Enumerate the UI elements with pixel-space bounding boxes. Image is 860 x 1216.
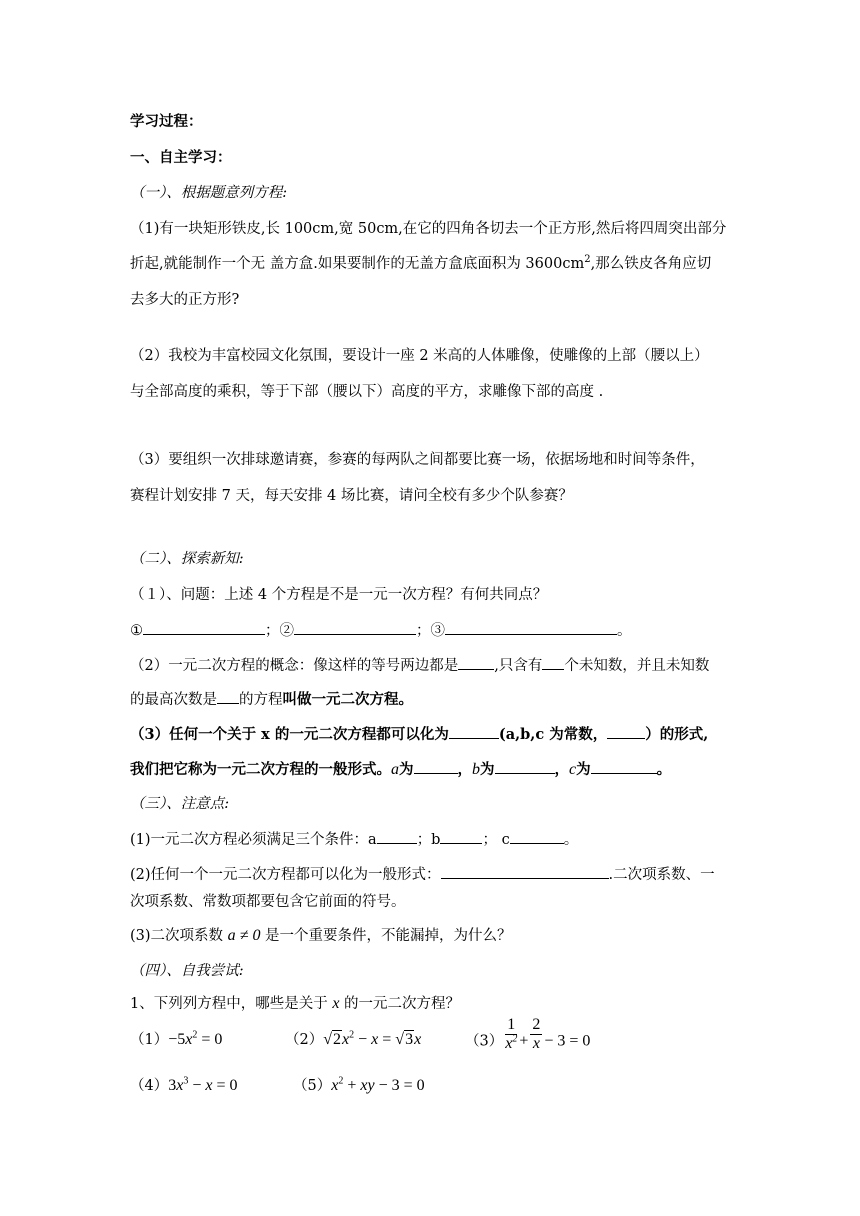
sub2-q2-line2: 的最高次数是 的方程叫做一元二次方程。 xyxy=(130,691,413,708)
equation-4: $(4)3x^3 - x = 0$ xyxy=(130,1075,238,1094)
sub2-q3-line1: （3）任何一个关于 x 的一元二次方程都可以化为 (a,b,c 为常数， ）的形式, xyxy=(130,726,709,743)
equation-2: $(2)√2x^2 - x = √3x$ xyxy=(285,1029,422,1048)
blank-answers-row: ① ；② ；③ 。 xyxy=(130,620,632,641)
sub4-q1: 1、下列列方程中，哪些是关于 x 的一元二次方程？ xyxy=(130,995,461,1012)
blank-a-name[interactable] xyxy=(414,759,458,774)
q1-line1: （1)有一块矩形铁皮,长 100cm,宽 50cm,在它的四角各切去一个正方形,然后将四周突出部分 xyxy=(130,221,727,237)
blank-both-sides[interactable] xyxy=(458,655,494,670)
answer-blank-3[interactable] xyxy=(445,620,617,635)
blank-unknown-count[interactable] xyxy=(542,655,564,670)
blank-b-name[interactable] xyxy=(495,759,555,774)
equation-1: $(1)-5x^2 = 0$ xyxy=(130,1029,223,1048)
sub3-p2-line1: (2)任何一个一元二次方程都可以化为一般形式： .二次项系数、一 xyxy=(130,864,715,885)
blank-condition[interactable] xyxy=(607,724,645,739)
part1-title: 一、自主学习： xyxy=(130,149,232,166)
sub3-p2-line2: 次项系数、常数项都要包含它前面的符号。 xyxy=(130,894,406,910)
sub2-title: （二）、探索新知: xyxy=(130,551,244,567)
q1-line2: 折起,就能制作一个无 盖方盒.如果要制作的无盖方盒底面积为 $3600cm^2$,那么铁皮各角应切 xyxy=(130,254,712,272)
sub2-q1: （１）、问题：上述 4 个方程是不是一元一次方程？有何共同点？ xyxy=(130,587,548,603)
equation-3: （3） $\frac{1}{x^2}$ + $\frac{2}{x}$ − 3 = 0 xyxy=(465,1016,591,1052)
blank-general-form[interactable] xyxy=(449,724,499,739)
blank-c-name[interactable] xyxy=(591,759,657,774)
equation-5: $(5)x^2$ + xy − 3 = 0 xyxy=(293,1075,425,1094)
q3-line1: （3）要组织一次排球邀请赛，参赛的每两队之间都要比赛一场，依据场地和时间等条件， xyxy=(130,452,705,468)
answer-blank-2[interactable] xyxy=(294,620,416,635)
blank-cond-a[interactable] xyxy=(377,829,417,844)
sub2-q2-line1: （2）一元二次方程的概念：像这样的等号两边都是 ,只含有 个未知数，并且未知数 xyxy=(130,655,709,676)
q1-line3: 去多大的正方形? xyxy=(130,292,240,308)
blank-general-form-2[interactable] xyxy=(441,864,609,879)
sub3-p3: (3)二次项系数 a ≠ 0 是一个重要条件，不能漏掉，为什么？ xyxy=(130,927,512,944)
answer-blank-1[interactable] xyxy=(143,620,265,635)
blank-highest-degree[interactable] xyxy=(217,689,239,704)
sub1-title: （一）、根据题意列方程: xyxy=(130,185,288,201)
q3-line2: 赛程计划安排 7 天，每天安排 4 场比赛，请问全校有多少个队参赛？ xyxy=(130,488,573,504)
blank-cond-c[interactable] xyxy=(510,829,564,844)
sub3-title: （三）、注意点: xyxy=(130,796,230,812)
sub3-p1: (1)一元二次方程必须满足三个条件：a ；b ； c 。 xyxy=(130,829,578,850)
sub2-q3-line2: 我们把它称为一元二次方程的一般形式。a为 ，b为 ，c为 。 xyxy=(130,761,672,778)
q2-line1: （2）我校为丰富校园文化氛围，要设计一座 2 米高的人体雕像，使雕像的上部（腰以上） xyxy=(130,348,709,364)
q2-line2: 与全部高度的乘积，等于下部（腰以下）高度的平方，求雕像下部的高度 . xyxy=(130,384,604,400)
blank-cond-b[interactable] xyxy=(440,829,482,844)
section-title: 学习过程： xyxy=(130,113,203,130)
sub4-title: （四）、自我尝试: xyxy=(130,963,244,979)
